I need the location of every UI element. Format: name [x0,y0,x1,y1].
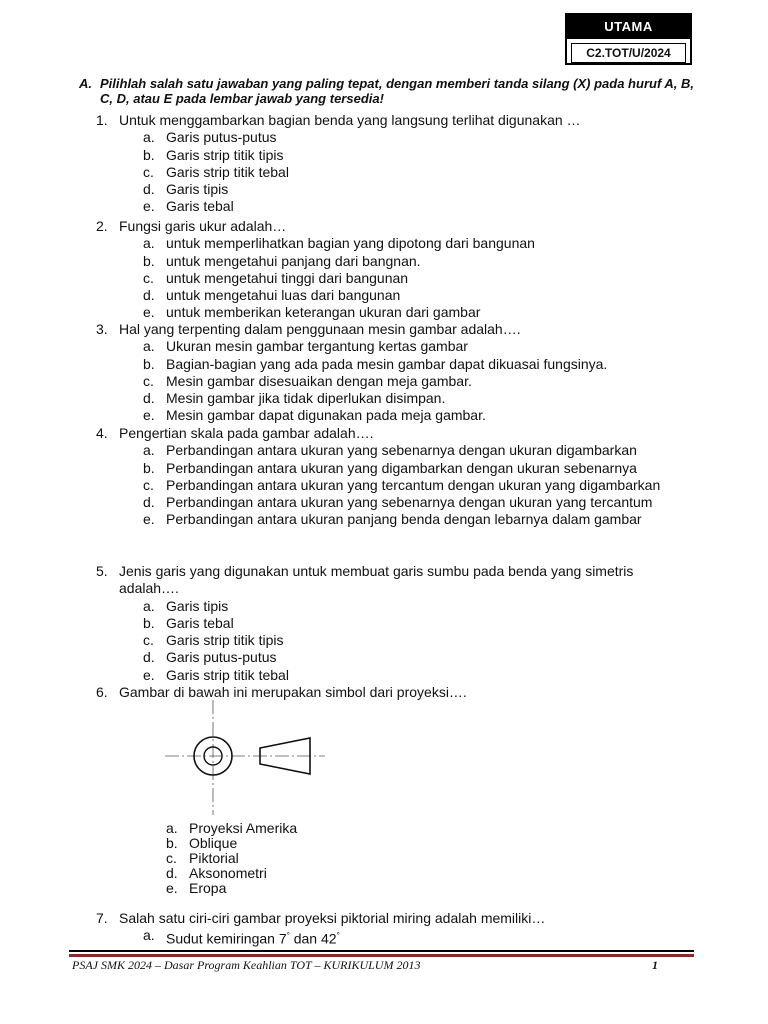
option-letter: d. [143,649,155,666]
option-text: Perbandingan antara ukuran yang tercantum dengan ukuran yang digambarkan [166,476,661,493]
option-text: Perbandingan antara ukuran yang digambarkan dengan ukuran sebenarnya [166,459,637,476]
option-item [142,881,297,896]
option-item [96,164,696,181]
option-letter: d. [143,494,155,511]
option-item [96,407,696,424]
option-item [96,615,696,632]
option-letter: d. [143,390,155,407]
option-letter: c. [143,163,154,180]
option-text: Garis strip titik tebal [166,666,289,683]
option-item [96,477,696,494]
option-item [96,287,696,304]
option-text: Garis tipis [166,181,229,198]
option-text: Sudut kemiringan 7 [166,930,287,947]
option-letter: b. [143,355,155,372]
instruction-text: Pilihlah salah satu jawaban yang paling tepat, dengan memberi tanda silang (X) pada huruf A, B, C, D, atau E pada lembar jawab yang tersedia! [100,76,695,106]
section-letter: A. [79,76,92,91]
footer-text: PSAJ SMK 2024 – Dasar Program Keahlian TOT – KURIKULUM 2013 [72,958,421,972]
option-item [142,821,297,836]
option-text: Perbandingan antara ukuran yang sebenarnya dengan ukuran yang tercantum [166,494,653,511]
option-item [96,373,696,390]
option-text: Garis strip titik tipis [166,632,284,649]
option-text: Oblique [189,835,238,851]
question-text: Jenis garis yang digunakan untuk membuat garis sumbu pada benda yang simetris adalah…. [119,563,634,597]
option-text: Garis strip titik tipis [166,146,284,163]
option-item [96,494,696,511]
projection-symbol-figure [160,700,330,815]
question-number: 4. [96,425,108,441]
option-letter: b. [143,146,155,163]
option-letter: e. [143,198,155,215]
option-item [96,304,696,321]
option-letter: d. [166,865,178,881]
question-number: 5. [96,563,108,579]
option-text: Perbandingan antara ukuran yang sebenarnya dengan ukuran digambarkan [166,442,637,459]
option-text: untuk memperlihatkan bagian yang dipotong dari bangunan [166,235,535,252]
option-letter: c. [143,372,154,389]
option-item [142,851,297,866]
option-text: untuk mengetahui panjang dari bangnan. [166,252,421,269]
option-text: Ukuran mesin gambar tergantung kertas gambar [166,338,468,355]
option-letter: a. [143,129,155,146]
question-6-options [142,821,297,896]
option-letter: d. [143,181,155,198]
question-4 [96,425,696,529]
option-letter: e. [166,880,178,896]
question-1 [96,112,696,216]
option-letter: e. [143,304,155,321]
question-6 [96,684,696,701]
exam-type-label: UTAMA [567,15,690,39]
option-text: Eropa [189,880,227,896]
option-item [96,338,696,355]
option-item [96,598,696,615]
option-item [96,390,696,407]
option-letter: a. [143,442,155,459]
option-letter: b. [143,614,155,631]
option-letter: a. [143,597,155,614]
question-number: 6. [96,684,108,700]
page-footer [72,958,658,973]
option-letter: a. [143,235,155,252]
page-number: 1 [652,958,658,972]
question-3 [96,321,696,425]
option-item [142,866,297,881]
option-letter: c. [143,269,154,286]
option-text: Mesin gambar jika tidak diperlukan disimpan. [166,390,446,407]
option-item [96,181,696,198]
option-item [96,270,696,287]
option-letter: a. [166,820,178,836]
option-item [96,649,696,666]
question-7 [96,910,696,948]
option-letter: c. [143,476,154,493]
option-letter: e. [143,407,155,424]
option-item [96,253,696,270]
option-item [96,129,696,146]
option-item [96,356,696,373]
footer-rule-black [69,950,694,952]
option-text: Garis putus-putus [166,129,277,146]
option-letter: d. [143,287,155,304]
option-text: Garis strip titik tebal [166,163,289,180]
option-text: Bagian-bagian yang ada pada mesin gambar dapat dikuasai fungsinya. [166,355,608,372]
option-text: Garis tebal [166,614,234,631]
option-item [96,632,696,649]
option-text: Mesin gambar dapat digunakan pada meja gambar. [166,407,486,424]
option-text: Piktorial [189,850,239,866]
degree-sign: ° [286,931,290,941]
exam-code: C2.TOT/U/2024 [571,43,686,63]
question-text: Gambar di bawah ini merupakan simbol dari proyeksi…. [119,684,467,700]
section-instruction [79,76,699,106]
option-letter: a. [143,338,155,355]
option-text: Garis tebal [166,198,234,215]
option-text: untuk mengetahui tinggi dari bangunan [166,269,409,286]
option-letter: e. [143,511,155,528]
question-text: Untuk menggambarkan bagian benda yang langsung terlihat digunakan … [119,112,581,128]
option-text: Mesin gambar disesuaikan dengan meja gambar. [166,372,472,389]
question-number: 1. [96,112,108,128]
option-letter: b. [143,459,155,476]
footer-rule-red [69,954,694,957]
option-item [96,511,696,528]
option-text: Proyeksi Amerika [189,820,298,836]
question-text: Hal yang terpenting dalam penggunaan mesin gambar adalah…. [119,321,521,337]
question-number: 7. [96,910,108,926]
degree-sign: ° [336,931,340,941]
question-text: Salah satu ciri-ciri gambar proyeksi piktorial miring adalah memiliki… [119,910,546,926]
exam-code-box [565,13,692,65]
question-text: Fungsi garis ukur adalah… [119,218,287,234]
option-item [96,198,696,215]
option-item [96,442,696,459]
option-text: untuk memberikan keterangan ukuran dari gambar [166,304,481,321]
option-text: untuk mengetahui luas dari bangunan [166,287,401,304]
option-item [96,235,696,252]
option-letter: b. [166,835,178,851]
option-text: Garis tipis [166,597,229,614]
option-item [142,836,297,851]
option-text: Garis putus-putus [166,649,277,666]
option-text: Perbandingan antara ukuran panjang benda dengan lebarnya dalam gambar [166,511,642,528]
question-number: 3. [96,321,108,337]
option-letter: c. [143,632,154,649]
option-letter: c. [166,850,177,866]
option-item [96,927,696,948]
option-item [96,667,696,684]
option-item [96,460,696,477]
option-item [96,147,696,164]
question-2 [96,218,696,322]
option-letter: e. [143,666,155,683]
option-letter: a. [143,927,155,944]
question-number: 2. [96,218,108,234]
question-5 [96,563,696,684]
question-text: Pengertian skala pada gambar adalah…. [119,425,374,441]
option-text-cont: dan 42 [289,930,337,947]
option-letter: b. [143,252,155,269]
option-text: Aksonometri [189,865,267,881]
